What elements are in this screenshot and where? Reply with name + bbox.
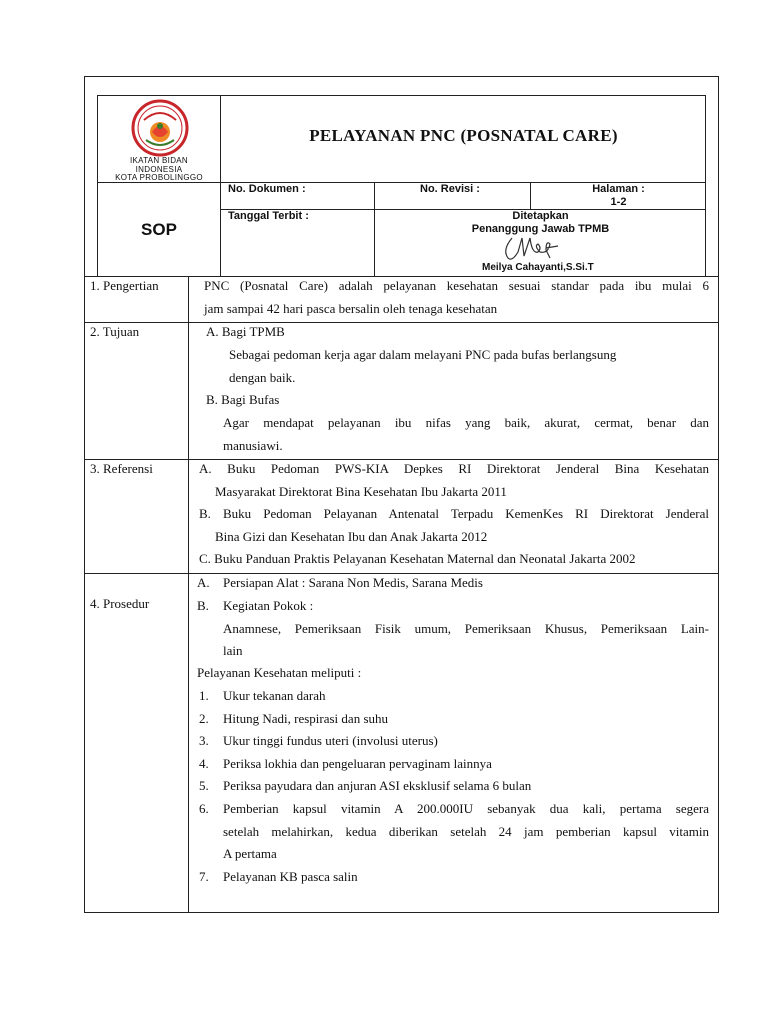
body-col-divider xyxy=(188,276,189,913)
logo-org-line-2: INDONESIA xyxy=(135,164,183,174)
header-top xyxy=(97,95,706,96)
row-line-3 xyxy=(84,573,719,574)
halaman-value: 1-2 xyxy=(610,196,627,208)
signature xyxy=(498,230,568,264)
frame-bottom xyxy=(84,912,719,913)
item-6-text-cont-1: setelah melahirkan, kedua diberikan setelah 24 jam pemberian kapsul vitamin xyxy=(223,824,709,839)
tujuan-b-line-2: manusiawi. xyxy=(223,438,283,453)
prosedur-a-text: Persiapan Alat : Sarana Non Medis, Sarana Medis xyxy=(223,575,483,590)
prosedur-b-line-2: lain xyxy=(223,643,243,658)
item-6-text: Pemberian kapsul vitamin A 200.000IU sebanyak dua kali, pertama segera xyxy=(223,801,709,816)
row-line-2 xyxy=(84,459,719,460)
halaman-cell xyxy=(531,183,706,209)
item-7-text: Pelayanan KB pasca salin xyxy=(223,869,358,884)
item-2-text: Hitung Nadi, respirasi dan suhu xyxy=(223,711,389,726)
item-7-num: 7. xyxy=(199,869,209,884)
item-5-text: Periksa payudara dan anjuran ASI eksklusif selama 6 bulan xyxy=(223,778,532,793)
logo-caption xyxy=(99,157,219,183)
prosedur-label: 4. Prosedur xyxy=(90,596,150,611)
row-line-0 xyxy=(84,276,719,277)
item-3-num: 3. xyxy=(199,733,209,748)
tujuan-a-line-1: Sebagai pedoman kerja agar dalam melayani PNC pada bufas berlangsung xyxy=(229,347,617,362)
no-dokumen-label: No. Dokumen : xyxy=(228,183,306,195)
frame-left xyxy=(84,76,85,913)
item-1-text: Ukur tekanan darah xyxy=(223,688,326,703)
tujuan-b-label: B. Bagi Bufas xyxy=(206,392,280,407)
no-revisi-label: No. Revisi : xyxy=(420,183,480,195)
tujuan-a-label: A. Bagi TPMB xyxy=(206,324,285,339)
halaman-label: Halaman : xyxy=(592,183,645,195)
referensi-line-4: Bina Gizi dan Kesehatan Ibu dan Anak Jakarta 2012 xyxy=(215,529,488,544)
item-6-text-cont-2: A pertama xyxy=(223,846,277,861)
item-3-text: Ukur tinggi fundus uteri (involusi uterus) xyxy=(223,733,438,748)
item-1-num: 1. xyxy=(199,688,209,703)
item-2-num: 2. xyxy=(199,711,209,726)
prosedur-b-marker: B. xyxy=(197,598,209,613)
referensi-line-1: A. Buku Pedoman PWS-KIA Depkes RI Direktorat Jenderal Bina Kesehatan xyxy=(199,461,709,476)
prosedur-b-text: Kegiatan Pokok : xyxy=(223,598,314,613)
referensi-line-2: Masyarakat Direktorat Bina Kesehatan Ibu Jakarta 2011 xyxy=(215,484,507,499)
tujuan-a-line-2: dengan baik. xyxy=(229,370,296,385)
prosedur-intro: Pelayanan Kesehatan meliputi : xyxy=(197,665,362,680)
sop-label: SOP xyxy=(141,220,177,239)
tujuan-label: 2. Tujuan xyxy=(90,324,140,339)
referensi-line-3: B. Buku Pedoman Pelayanan Antenatal Terpadu KemenKes RI Direktorat Jenderal xyxy=(199,506,709,521)
frame-top xyxy=(84,76,719,77)
prosedur-b-line-1: Anamnese, Pemeriksaan Fisik umum, Pemeriksaan Khusus, Pemeriksaan Lain- xyxy=(223,621,709,636)
item-5-num: 5. xyxy=(199,778,209,793)
prosedur-a-marker: A. xyxy=(197,575,210,590)
referensi-label: 3. Referensi xyxy=(90,461,153,476)
logo-org-line-1: IKATAN BIDAN xyxy=(130,156,188,165)
pengertian-line-2: jam sampai 42 hari pasca bersalin oleh tenaga kesehatan xyxy=(204,301,498,316)
referensi-line-5: C. Buku Panduan Praktis Pelayanan Kesehatan Maternal dan Neonatal Jakarta 2002 xyxy=(199,551,636,566)
ditetapkan-label: Ditetapkan xyxy=(512,210,569,222)
penanggung-jawab-label: Penanggung Jawab TPMB xyxy=(471,223,610,235)
frame-right xyxy=(718,76,719,913)
pengertian-line-1: PNC (Posnatal Care) adalah pelayanan kesehatan sesuai standar pada ibu mulai 6 xyxy=(204,278,709,293)
row-line-1 xyxy=(84,322,719,323)
signatory-name: Meilya Cahayanti,S.Si.T xyxy=(482,262,594,273)
item-4-text: Periksa lokhia dan pengeluaran pervaginam lainnya xyxy=(223,756,492,771)
item-6-num: 6. xyxy=(199,801,209,816)
header-divider-v xyxy=(220,95,221,277)
page-title: PELAYANAN PNC (POSNATAL CARE) xyxy=(309,126,618,145)
tujuan-b-line-1: Agar mendapat pelayanan ibu nifas yang baik, akurat, cermat, benar dan xyxy=(223,415,709,430)
header-left xyxy=(97,95,98,277)
item-4-num: 4. xyxy=(199,756,209,771)
pengertian-label: 1. Pengertian xyxy=(90,278,159,293)
tanggal-terbit-label: Tanggal Terbit : xyxy=(228,210,309,222)
logo-org-line-3: KOTA PROBOLINGGO xyxy=(115,173,203,182)
ibi-logo xyxy=(130,98,190,158)
